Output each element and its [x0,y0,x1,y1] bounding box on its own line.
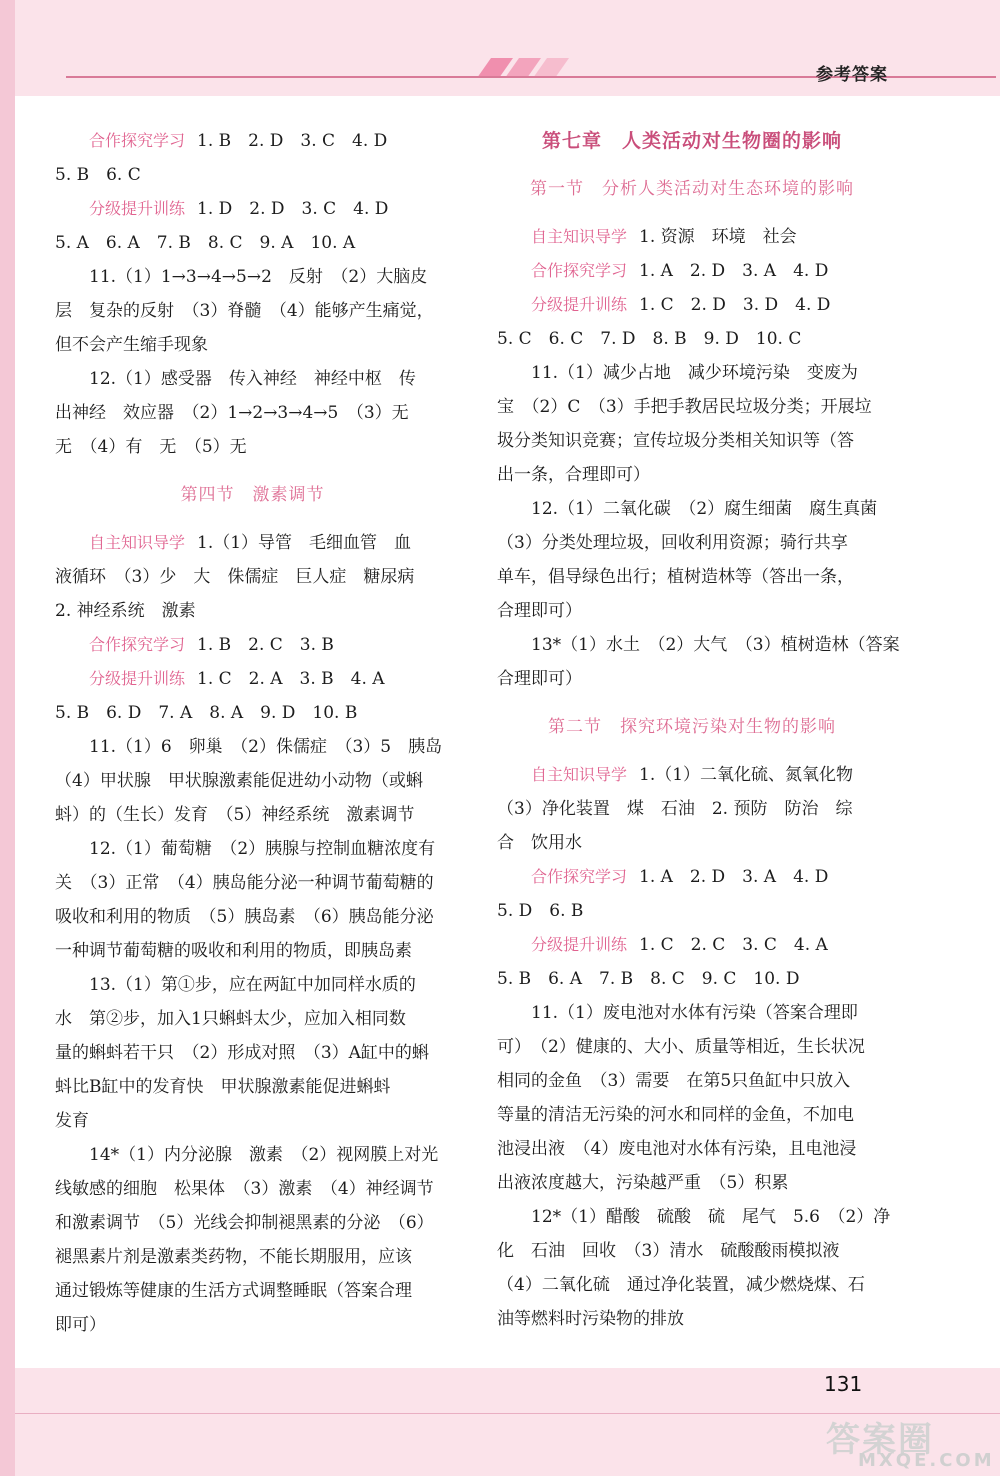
answer-line [55,628,450,662]
answer-line: 可） （2）健康的、大小、质量等相近，生长状况 [497,1037,865,1057]
answer-line: 11.（1）1→3→4→5→2 反射 （2）大脑皮 [89,267,428,287]
answer-line: 单车，倡导绿色出行；植树造林等（答出一条， [497,567,854,587]
page-number: 131 [824,1372,863,1396]
answer-line: 5. D 6. B [497,901,584,921]
answer-line: （3）分类处理垃圾，回收利用资源；骑行共享 [497,533,848,553]
answer-line: 12.（1）葡萄糖 （2）胰腺与控制血糖浓度有 [89,839,436,859]
answer-line: 11.（1）废电池对水体有污染（答案合理即 [531,1003,858,1023]
answer-line: 和激素调节 （5）光线会抑制褪黑素的分泌 （6） [55,1213,434,1233]
section-tag: 分级提升训练 [89,199,186,218]
answer-line: 13*（1）水土 （2）大气 （3）植树造林（答案 [531,635,900,655]
answer-line: 液循环 （3）少 大 侏儒症 巨人症 糖尿病 [55,567,415,587]
answer-line [497,220,887,254]
answer-line: （4）甲状腺 甲状腺激素能促进幼小动物（或蝌 [55,771,423,791]
answer-line: 油等燃料时污染物的排放 [497,1309,684,1329]
chapter-heading: 第七章 人类活动对生物圈的影响 [541,130,842,152]
left-column [55,124,450,1342]
answer-line: 无 （4）有 无 （5）无 [55,437,247,457]
answer-line: 化 石油 回收 （3）清水 硫酸酸雨模拟液 [497,1241,840,1261]
answer-text: 1. A 2. D 3. A 4. D [639,867,829,887]
answer-line: 通过锻炼等健康的生活方式调整睡眠（答案合理 [55,1281,412,1301]
answer-line: 12.（1）二氧化碳 （2）腐生细菌 腐生真菌 [531,499,878,519]
section-tag: 合作探究学习 [89,635,186,654]
answer-line: 层 复杂的反射 （3）脊髓 （4）能够产生痛觉， [55,301,434,321]
section-tag: 合作探究学习 [531,261,628,280]
watermark-url: MXQE.COM [858,1450,995,1471]
answer-line: 2. 神经系统 激素 [55,601,196,621]
watermark-logo [818,1412,996,1474]
answer-line: 蚪）的（生长）发育 （5）神经系统 激素调节 [55,805,415,825]
answer-line [55,526,450,560]
answer-text: 1. A 2. D 3. A 4. D [639,261,829,281]
answer-line: 相同的金鱼 （3）需要 在第5只鱼缸中只放入 [497,1071,851,1091]
section-heading: 第二节 探究环境污染对生物的影响 [548,717,836,737]
answer-line: 关 （3）正常 （4）胰岛能分泌一种调节葡萄糖的 [55,873,434,893]
answer-line: 吸收和利用的物质 （5）胰岛素 （6）胰岛能分泌 [55,907,434,927]
answer-line: 等量的清洁无污染的河水和同样的金鱼，不加电 [497,1105,854,1125]
section-tag: 自主知识导学 [531,765,628,784]
answer-text: 1. C 2. D 3. D 4. D [639,295,831,315]
section-tag: 合作探究学习 [89,131,186,150]
section-tag: 自主知识导学 [89,533,186,552]
section-tag: 分级提升训练 [89,669,186,688]
answer-line: （3）净化装置 煤 石油 2. 预防 防治 综 [497,799,853,819]
answer-line: 出一条，合理即可） [497,465,650,485]
answer-line: 5. C 6. C 7. D 8. B 9. D 10. C [497,329,802,349]
answer-line: 发育 [55,1111,89,1131]
answer-line: 量的蝌蚪若干只 （2）形成对照 （3）A缸中的蝌 [55,1043,429,1063]
side-margin-band [0,0,15,1476]
section-tag: 分级提升训练 [531,935,628,954]
answer-line: 5. B 6. A 7. B 8. C 9. C 10. D [497,969,800,989]
answer-line: 合理即可） [497,669,582,689]
answer-text: 1. B 2. D 3. C 4. D [197,131,388,151]
answer-text: 1. D 2. D 3. C 4. D [197,199,389,219]
answer-line: 11.（1）减少占地 减少环境污染 变废为 [531,363,858,383]
answer-text: 1. C 2. A 3. B 4. A [197,669,385,689]
answer-text: 1. B 2. C 3. B [197,635,334,655]
answer-line: 池浸出液 （4）废电池对水体有污染，且电池浸 [497,1139,857,1159]
section-tag: 合作探究学习 [531,867,628,886]
answer-line: 12.（1）感受器 传入神经 神经中枢 传 [89,369,416,389]
answer-line: 即可） [55,1315,106,1335]
answer-line [55,192,450,226]
answer-line: 线敏感的细胞 松果体 （3）激素 （4）神经调节 [55,1179,434,1199]
answer-line [497,928,887,962]
header-title: 参考答案 [816,65,888,85]
answer-line: 出液浓度越大，污染越严重 （5）积累 [497,1173,789,1193]
answer-line: 12*（1）醋酸 硫酸 硫 尾气 5.6 （2）净 [531,1207,891,1227]
section-heading: 第一节 分析人类活动对生态环境的影响 [530,179,854,199]
answer-line: 褪黑素片剂是激素类药物，不能长期服用，应该 [55,1247,412,1267]
answer-text: 1.（1）二氧化硫、氮氧化物 [639,765,854,785]
answer-line: 5. B 6. C [55,165,141,185]
section-tag: 分级提升训练 [531,295,628,314]
answer-line: 蚪比B缸中的发育快 甲状腺激素能促进蝌蚪 [55,1077,391,1097]
answer-line [497,860,887,894]
answer-line: 水 第②步，加入1只蝌蚪太少，应加入相同数 [55,1009,406,1029]
answer-line [497,758,887,792]
answer-line: 合 饮用水 [497,833,582,853]
answer-line: 但不会产生缩手现象 [55,335,208,355]
answer-line: 5. A 6. A 7. B 8. C 9. A 10. A [55,233,356,253]
answer-line: 合理即可） [497,601,582,621]
answer-text: 1.（1）导管 毛细血管 血 [197,533,412,553]
answer-line: 11.（1）6 卵巢 （2）侏儒症 （3）5 胰岛 [89,737,443,757]
answer-line [55,124,450,158]
right-column [497,124,900,1336]
section-tag: 自主知识导学 [531,227,628,246]
answer-line: 出神经 效应器 （2）1→2→3→4→5 （3）无 [55,403,409,423]
answer-line: 13.（1）第①步，应在两缸中加同样水质的 [89,975,416,995]
section-heading: 第四节 激素调节 [180,485,325,505]
answer-line [55,662,450,696]
answer-line: 圾分类知识竞赛；宣传垃圾分类相关知识等（答 [497,431,854,451]
answer-text: 1. 资源 环境 社会 [639,227,797,247]
answer-text: 1. C 2. C 3. C 4. A [639,935,828,955]
answer-line: 宝 （2）C （3）手把手教居民垃圾分类；开展垃 [497,397,872,417]
watermark-text: 答案圈 [826,1420,934,1460]
answer-line: 14*（1）内分泌腺 激素 （2）视网膜上对光 [89,1145,439,1165]
answer-line [497,288,887,322]
answer-line: 5. B 6. D 7. A 8. A 9. D 10. B [55,703,358,723]
answer-line: （4）二氧化硫 通过净化装置，减少燃烧煤、石 [497,1275,865,1295]
answer-line [497,254,887,288]
answer-line: 一种调节葡萄糖的吸收和利用的物质，即胰岛素 [55,941,412,961]
